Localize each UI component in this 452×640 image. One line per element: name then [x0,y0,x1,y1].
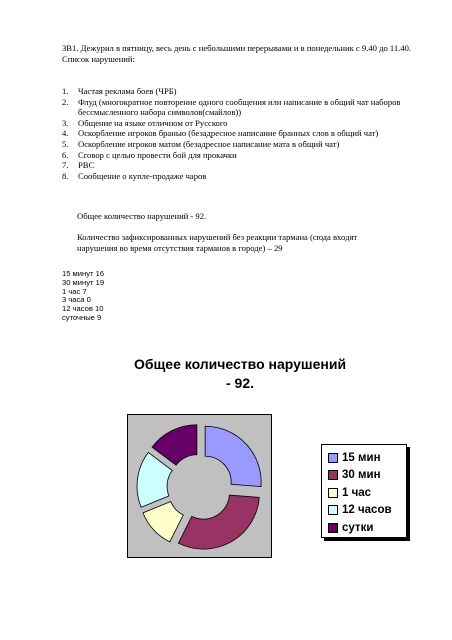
item-number: 7. [62,160,69,171]
list-item [62,118,422,129]
legend-item [328,449,406,467]
legend-label: 15 мин [342,451,381,464]
item-text: Общение на языке отличном от Русского [78,117,228,128]
legend-item [328,484,406,502]
legend-swatch [328,470,338,480]
item-number: 6. [62,149,69,160]
item-number: 8. [62,170,69,181]
item-number: 3. [62,117,69,128]
donut-slice-12-hours [137,452,172,507]
breakdown-line: 15 минут 16 [62,269,105,278]
chart-title: Общее количество нарушений - 92. [133,356,347,391]
item-number: 1. [62,86,69,96]
donut-slice-1-hour [143,502,183,542]
doughnut-chart [128,415,273,559]
total-violations: Общее количество нарушений - 92. [77,211,207,221]
breakdown-line: 30 минут 19 [62,277,105,287]
legend-label: сутки [342,521,374,534]
donut-slice-30-min [178,495,259,549]
duration-breakdown [62,270,104,323]
item-text: Сговор с целью провести бой для прокачки [78,149,237,160]
legend-swatch [328,488,338,498]
list-item [62,86,422,97]
chart-legend [321,444,407,538]
intro-text [62,43,422,65]
breakdown-line: суточные 9 [62,312,102,322]
legend-swatch [328,523,338,533]
item-text: РВС [78,160,95,171]
list-item [62,171,422,182]
list-item [62,139,422,150]
item-number: 5. [62,138,69,149]
list-heading: Список нарушений: [62,54,135,64]
list-item [62,150,422,161]
legend-item [328,502,406,520]
legend-label: 12 часов [342,504,392,517]
list-item [62,160,422,171]
item-text: Частая реклама боев (ЧРБ) [78,86,177,96]
legend-label: 1 час [342,486,372,499]
violations-list [62,86,422,181]
legend-swatch [328,505,338,515]
legend-label: 30 мин [342,469,381,482]
donut-slice-15-min [205,426,261,486]
item-text: Флуд (многократное повторение одного сообщения или написание в общий чат наборов бессмысленного набора символов(смайлов)) [78,96,401,118]
item-number: 4. [62,128,69,139]
legend-swatch [328,453,338,463]
legend-item [328,467,406,485]
list-item [62,97,422,118]
item-text: Оскорбление игроков бранью (безадресное написание бранных слов в общий чат) [78,128,379,139]
item-text: Сообщение о купле-продаже чаров [78,170,207,181]
breakdown-line: 12 часов 10 [62,304,104,314]
list-item [62,128,422,139]
item-number: 2. [62,96,69,107]
duty-note: ЗВ1. Дежурил в пятницу, весь день с небольшими перерывами и в понедельник с 9.40 до 11.40. [62,43,412,53]
breakdown-line: 1 час 7 [62,286,87,296]
item-text: Оскорбление игроков матом (безадресное написание мата в общий чат) [78,138,340,149]
chart-plot-area [127,414,272,558]
breakdown-line: 3 часа 0 [62,295,91,305]
legend-item [328,519,406,537]
donut-slice-day [152,425,197,465]
unresolved-violations: Количество зафиксированных нарушений без реакции тармана (сюда входят нарушения во время отсутствия тарманов в городе) – 29 [77,232,358,253]
